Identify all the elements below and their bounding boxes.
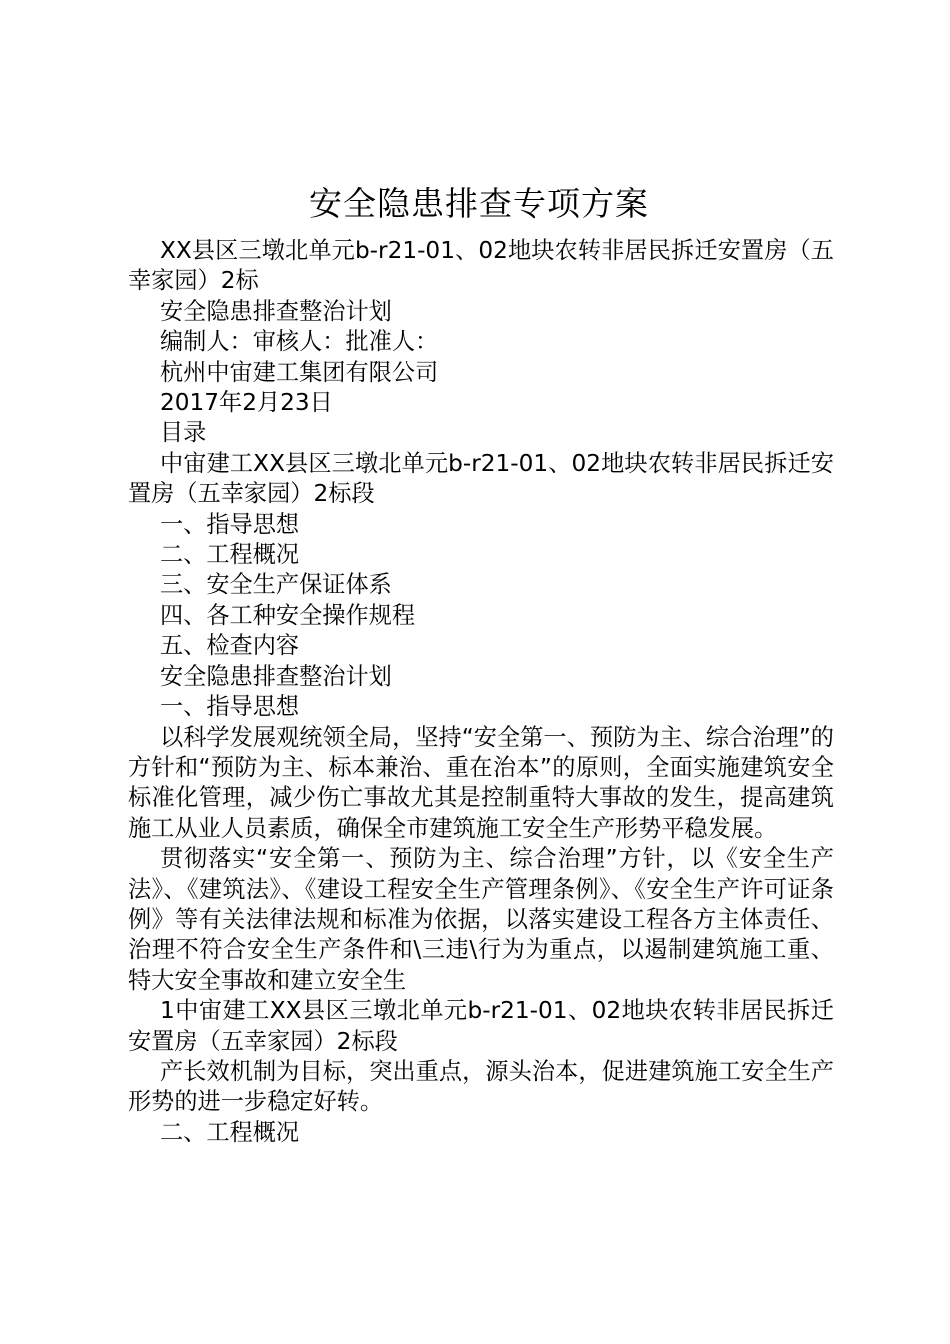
- document-title: 安全隐患排查专项方案: [309, 184, 649, 223]
- body-paragraph: 产长效机制为目标，突出重点，源头治本，促进建筑施工安全生产形势的进一步稳定好转。: [128, 1057, 834, 1116]
- toc-item: 五、检查内容: [160, 632, 300, 660]
- document-date: 2017年2月23日: [160, 389, 333, 417]
- signatories-line: 编制人：审核人：批准人：: [160, 328, 439, 356]
- toc-item: 四、各工种安全操作规程: [160, 601, 416, 629]
- toc-item: 二、工程概况: [160, 541, 300, 569]
- toc-project-header: 中宙建工XX县区三墩北单元b-r21-01、02地块农转非居民拆迁安置房（五幸家园）2标段: [128, 449, 834, 508]
- toc-heading: 目录: [160, 419, 207, 447]
- toc-item: 三、安全生产保证体系: [160, 571, 392, 599]
- body-paragraph: 以科学发展观统领全局，坚持“安全第一、预防为主、综合治理”的方针和“预防为主、标本兼治、重在治本”的原则，全面实施建筑安全标准化管理，减少伤亡事故尤其是控制重特大事故的发生，提高建筑施工从业人员素质，确保全市建筑施工安全生产形势平稳发展。: [128, 723, 834, 842]
- body-paragraph: 贯彻落实“安全第一、预防为主、综合治理”方针，以《安全生产法》、《建筑法》、《建设工程安全生产管理条例》、《安全生产许可证条例》等有关法律法规和标准为依据，以落实建设工程各方主体责任、治理不符合安全生产条件和\三违\行为为重点，以遏制建筑施工重、特大安全事故和建立安全生: [128, 845, 834, 994]
- section-heading: 二、工程概况: [160, 1118, 300, 1146]
- document-body: [128, 236, 834, 1148]
- section-heading: 一、指导思想: [160, 693, 300, 721]
- section-plan-heading: 安全隐患排查整治计划: [160, 662, 392, 690]
- plan-subtitle: 安全隐患排查整治计划: [160, 297, 392, 325]
- company-name: 杭州中宙建工集团有限公司: [160, 358, 439, 386]
- toc-item: 一、指导思想: [160, 510, 300, 538]
- project-name-line: XX县区三墩北单元b-r21-01、02地块农转非居民拆迁安置房（五幸家园）2标: [128, 237, 834, 295]
- page-header-line: 1中宙建工XX县区三墩北单元b-r21-01、02地块农转非居民拆迁安置房（五幸家园）2标段: [128, 997, 834, 1055]
